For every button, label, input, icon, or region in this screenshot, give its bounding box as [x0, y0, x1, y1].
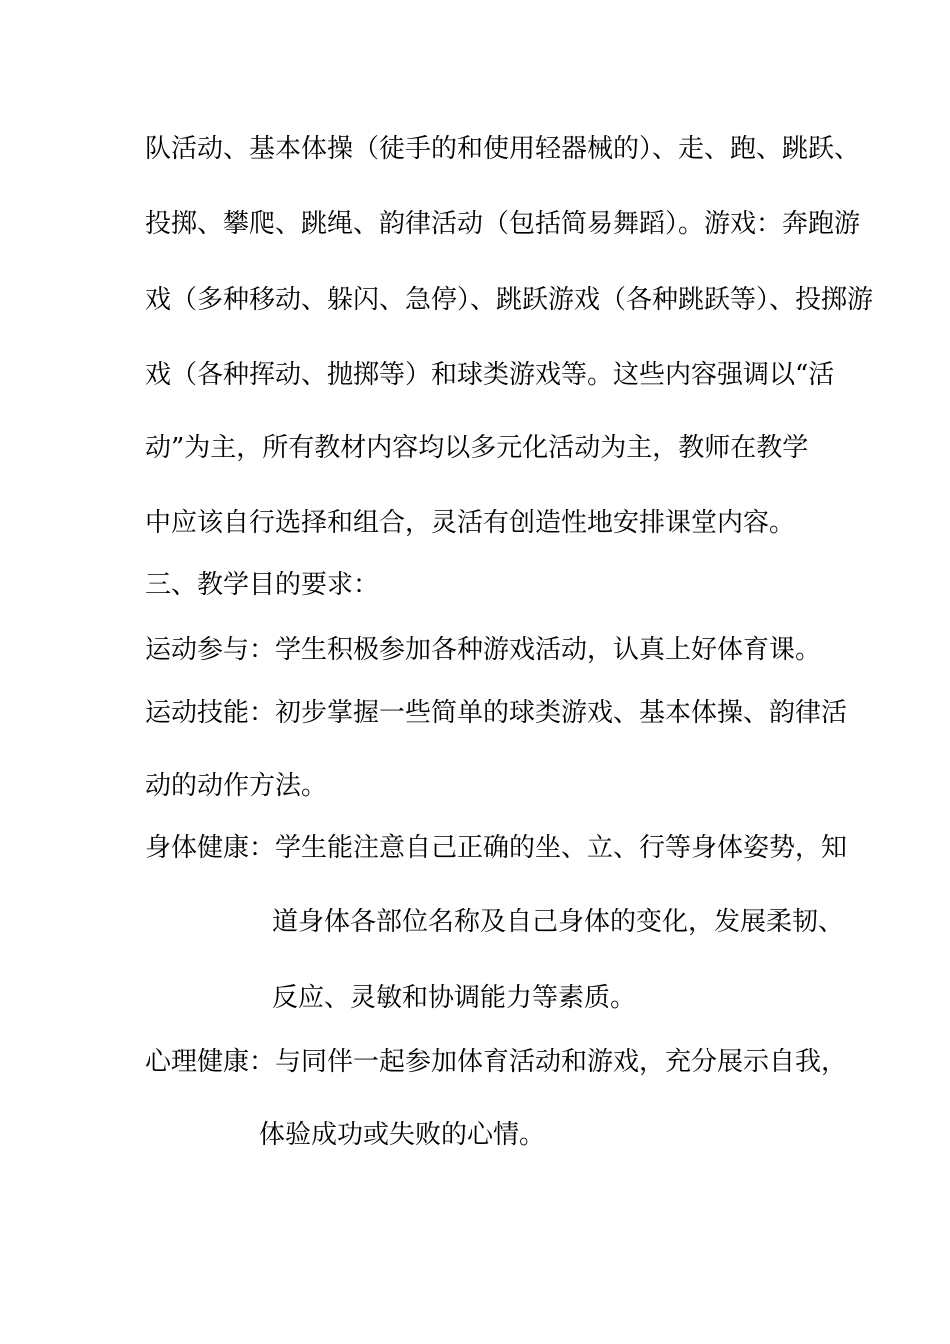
text-line-1: 队活动、基本体操（徒手的和使用轻器械的）、走、跑、跳跃、	[145, 134, 861, 164]
text-line-5: 动”为主，所有教材内容均以多元化活动为主，教师在教学	[145, 433, 809, 463]
text-line-4: 戏（各种挥动、抛掷等）和球类游戏等。这些内容强调以“活	[145, 360, 835, 390]
text-line-3: 戏（多种移动、躲闪、急停）、跳跃游戏（各种跳跃等）、投掷游	[145, 285, 874, 315]
text-line-11: 身体健康：学生能注意自己正确的坐、立、行等身体姿势，知	[145, 833, 848, 863]
text-line-6: 中应该自行选择和组合，灵活有创造性地安排课堂内容。	[145, 508, 796, 538]
text-line-2: 投掷、攀爬、跳绳、韵律活动（包括简易舞蹈）。游戏：奔跑游	[145, 209, 861, 239]
text-line-10: 动的动作方法。	[145, 771, 328, 801]
text-line-15: 体验成功或失败的心情。	[259, 1120, 546, 1150]
text-line-8: 运动参与：学生积极参加各种游戏活动，认真上好体育课。	[145, 635, 822, 665]
text-line-13: 反应、灵敏和协调能力等素质。	[272, 983, 637, 1013]
text-line-12: 道身体各部位名称及自己身体的变化，发展柔韧、	[272, 907, 845, 937]
text-line-14: 心理健康：与同伴一起参加体育活动和游戏，充分展示自我，	[145, 1047, 848, 1077]
section-heading: 三、教学目的要求：	[145, 570, 380, 600]
text-line-9: 运动技能：初步掌握一些简单的球类游戏、基本体操、韵律活	[145, 698, 848, 728]
